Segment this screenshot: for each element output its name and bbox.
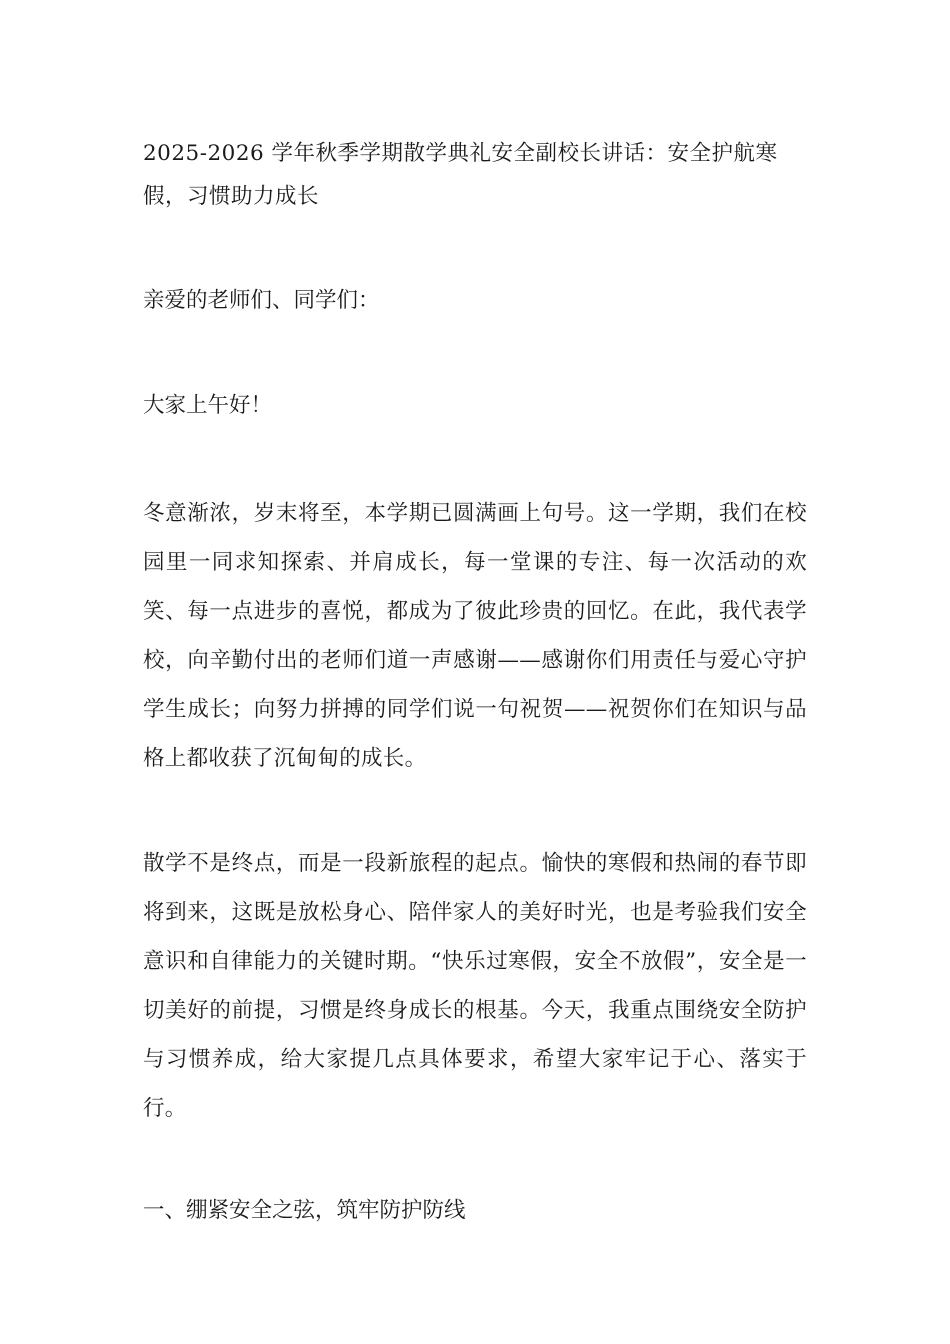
- paragraph-intro: 冬意渐浓，岁末将至，本学期已圆满画上句号。这一学期，我们在校园里一同求知探索、并肩成长，每一堂课的专注、每一次活动的欢笑、每一点进步的喜悦，都成为了彼此珍贵的回忆。在此，我代表学校，向辛勤付出的老师们道一声感谢——感谢你们用责任与爱心守护学生成长；向努力拼搏的同学们说一句祝贺——祝贺你们在知识与品格上都收获了沉甸甸的成长。: [143, 501, 807, 771]
- document-body: [143, 132, 807, 1232]
- document-title: 2025-2026 学年秋季学期散学典礼安全副校长讲话：安全护航寒假，习惯助力成长: [143, 141, 778, 209]
- paragraph-purpose: 散学不是终点，而是一段新旅程的起点。愉快的寒假和热闹的春节即将到来，这既是放松身心、陪伴家人的美好时光，也是考验我们安全意识和自律能力的关键时期。“快乐过寒假，安全不放假”，安全是一切美好的前提，习惯是终身成长的根基。今天，我重点围绕安全防护与习惯养成，给大家提几点具体要求，希望大家牢记于心、落实于行。: [143, 851, 807, 1121]
- greeting: 大家上午好！: [143, 393, 273, 418]
- section-heading: 一、绷紧安全之弦，筑牢防护防线: [143, 1198, 466, 1223]
- salutation: 亲爱的老师们、同学们：: [143, 288, 380, 313]
